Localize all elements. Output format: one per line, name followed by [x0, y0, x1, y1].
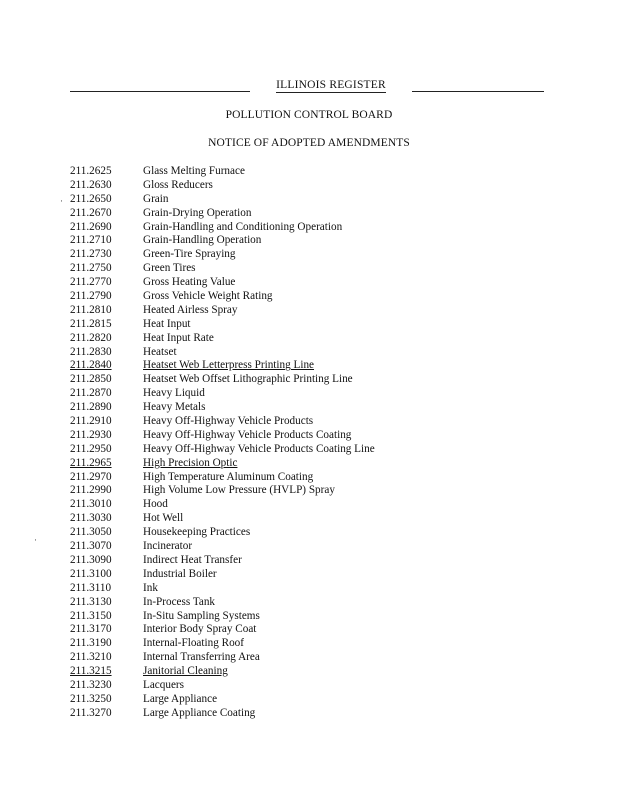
stray-mark: · [60, 196, 63, 206]
section-number: 211.3130 [70, 595, 112, 608]
section-row [70, 179, 550, 193]
section-number: 211.3270 [70, 706, 112, 719]
section-number: 211.3050 [70, 526, 112, 539]
section-name: Ink [143, 581, 158, 594]
section-row [70, 234, 550, 248]
section-row [70, 679, 550, 693]
section-name: Grain [143, 192, 169, 205]
section-number: 211.2830 [70, 345, 112, 358]
section-name: Heat Input Rate [143, 331, 214, 344]
section-number: 211.3090 [70, 553, 112, 566]
section-name: Internal Transferring Area [143, 651, 260, 664]
section-number: 211.2910 [70, 415, 112, 428]
section-row [70, 207, 550, 221]
section-name: Glass Melting Furnace [143, 165, 245, 177]
section-row [70, 665, 550, 679]
section-number: 211.3190 [70, 637, 112, 650]
section-row [70, 318, 550, 332]
section-name: Heated Airless Spray [143, 303, 238, 316]
section-name: Gross Vehicle Weight Rating [143, 290, 273, 303]
notice-title: NOTICE OF ADOPTED AMENDMENTS [208, 137, 410, 149]
section-row [70, 332, 550, 346]
section-name: Heatset Web Offset Lithographic Printing Line [143, 373, 353, 386]
section-row [70, 304, 550, 318]
section-row [70, 457, 550, 471]
section-number: 211.3230 [70, 678, 112, 691]
section-row [70, 651, 550, 665]
section-row [70, 693, 550, 707]
section-name: Incinerator [143, 540, 193, 553]
section-number: 211.2690 [70, 220, 112, 233]
section-name: Heavy Off-Highway Vehicle Products Coating Line [143, 442, 375, 455]
section-name: Interior Body Spray Coat [143, 623, 257, 636]
section-number: 211.2710 [70, 234, 112, 247]
section-number: 211.2630 [70, 178, 112, 191]
section-name: Green Tires [143, 262, 196, 275]
section-row [70, 193, 550, 207]
section-number: 211.2790 [70, 290, 112, 303]
section-name: Heatset [143, 345, 177, 358]
section-name: Gross Heating Value [143, 276, 236, 289]
section-number: 211.2850 [70, 373, 112, 386]
section-name: Heatset Web Letterpress Printing Line [143, 359, 315, 372]
section-number: 211.2625 [70, 165, 112, 177]
section-number: 211.2820 [70, 331, 112, 344]
section-row [70, 429, 550, 443]
section-name: Hood [143, 498, 168, 511]
section-number: 211.2930 [70, 428, 112, 441]
section-name: High Precision Optic [143, 456, 238, 469]
section-name: High Volume Low Pressure (HVLP) Spray [143, 484, 335, 497]
section-number: 211.3210 [70, 651, 112, 664]
section-number: 211.3110 [70, 581, 112, 594]
section-number: 211.2965 [70, 456, 112, 469]
section-row [70, 387, 550, 401]
section-number: 211.3170 [70, 623, 112, 636]
section-row [70, 165, 550, 179]
header-rule-left [70, 91, 250, 92]
section-number: 211.2990 [70, 484, 112, 497]
section-name: Grain-Drying Operation [143, 206, 252, 219]
section-row [70, 512, 550, 526]
section-row [70, 707, 550, 721]
section-row [70, 373, 550, 387]
section-name: Housekeeping Practices [143, 526, 251, 539]
section-number: 211.3215 [70, 665, 112, 678]
section-row [70, 276, 550, 290]
section-row [70, 637, 550, 651]
section-name: Heavy Off-Highway Vehicle Products [143, 415, 314, 428]
section-number: 211.3150 [70, 609, 112, 622]
section-name: Internal-Floating Roof [143, 637, 244, 650]
section-row [70, 471, 550, 485]
section-row [70, 484, 550, 498]
section-name: In-Situ Sampling Systems [143, 609, 260, 622]
section-name: Indirect Heat Transfer [143, 553, 242, 566]
register-title [250, 79, 412, 91]
section-name: Janitorial Cleaning [143, 665, 228, 678]
section-number: 211.2890 [70, 401, 112, 414]
register-title-text: ILLINOIS REGISTER [276, 79, 386, 91]
section-row [70, 415, 550, 429]
section-number: 211.3030 [70, 512, 112, 525]
section-name: Lacquers [143, 678, 184, 691]
section-row [70, 610, 550, 624]
section-row [70, 540, 550, 554]
section-number: 211.2840 [70, 359, 112, 372]
section-row [70, 290, 550, 304]
section-row [70, 554, 550, 568]
section-name: Green-Tire Spraying [143, 248, 236, 261]
section-name: Grain-Handling and Conditioning Operation [143, 220, 343, 233]
section-row [70, 262, 550, 276]
section-row [70, 359, 550, 373]
section-name: Heavy Metals [143, 401, 206, 414]
section-list [70, 165, 550, 721]
section-row [70, 248, 550, 262]
section-number: 211.3250 [70, 692, 112, 705]
section-number: 211.3010 [70, 498, 112, 511]
section-name: Gloss Reducers [143, 178, 213, 191]
section-number: 211.2815 [70, 317, 112, 330]
section-name: Grain-Handling Operation [143, 234, 262, 247]
section-name: Heavy Liquid [143, 387, 205, 400]
section-row [70, 582, 550, 596]
section-name: Industrial Boiler [143, 567, 217, 580]
section-number: 211.2650 [70, 192, 112, 205]
section-row [70, 498, 550, 512]
section-number: 211.3070 [70, 540, 112, 553]
section-number: 211.2770 [70, 276, 112, 289]
section-name: Hot Well [143, 512, 184, 525]
header-rule-right [412, 91, 544, 92]
section-row [70, 346, 550, 360]
section-number: 211.2870 [70, 387, 112, 400]
section-number: 211.2670 [70, 206, 112, 219]
section-row [70, 221, 550, 235]
stray-mark: · [34, 535, 37, 545]
section-number: 211.2730 [70, 248, 112, 261]
section-name: Large Appliance Coating [143, 706, 256, 719]
section-name: In-Process Tank [143, 595, 216, 608]
section-number: 211.2950 [70, 442, 112, 455]
section-number: 211.3100 [70, 567, 112, 580]
section-name: Large Appliance [143, 692, 218, 705]
section-number: 211.2970 [70, 470, 112, 483]
section-row [70, 568, 550, 582]
section-name: Heat Input [143, 317, 191, 330]
section-row [70, 401, 550, 415]
board-name: POLLUTION CONTROL BOARD [225, 109, 393, 121]
section-name: High Temperature Aluminum Coating [143, 470, 314, 483]
section-row [70, 623, 550, 637]
section-number: 211.2810 [70, 303, 112, 316]
section-number: 211.2750 [70, 262, 112, 275]
section-row [70, 596, 550, 610]
section-row [70, 443, 550, 457]
section-row [70, 526, 550, 540]
section-name: Heavy Off-Highway Vehicle Products Coating [143, 428, 352, 441]
